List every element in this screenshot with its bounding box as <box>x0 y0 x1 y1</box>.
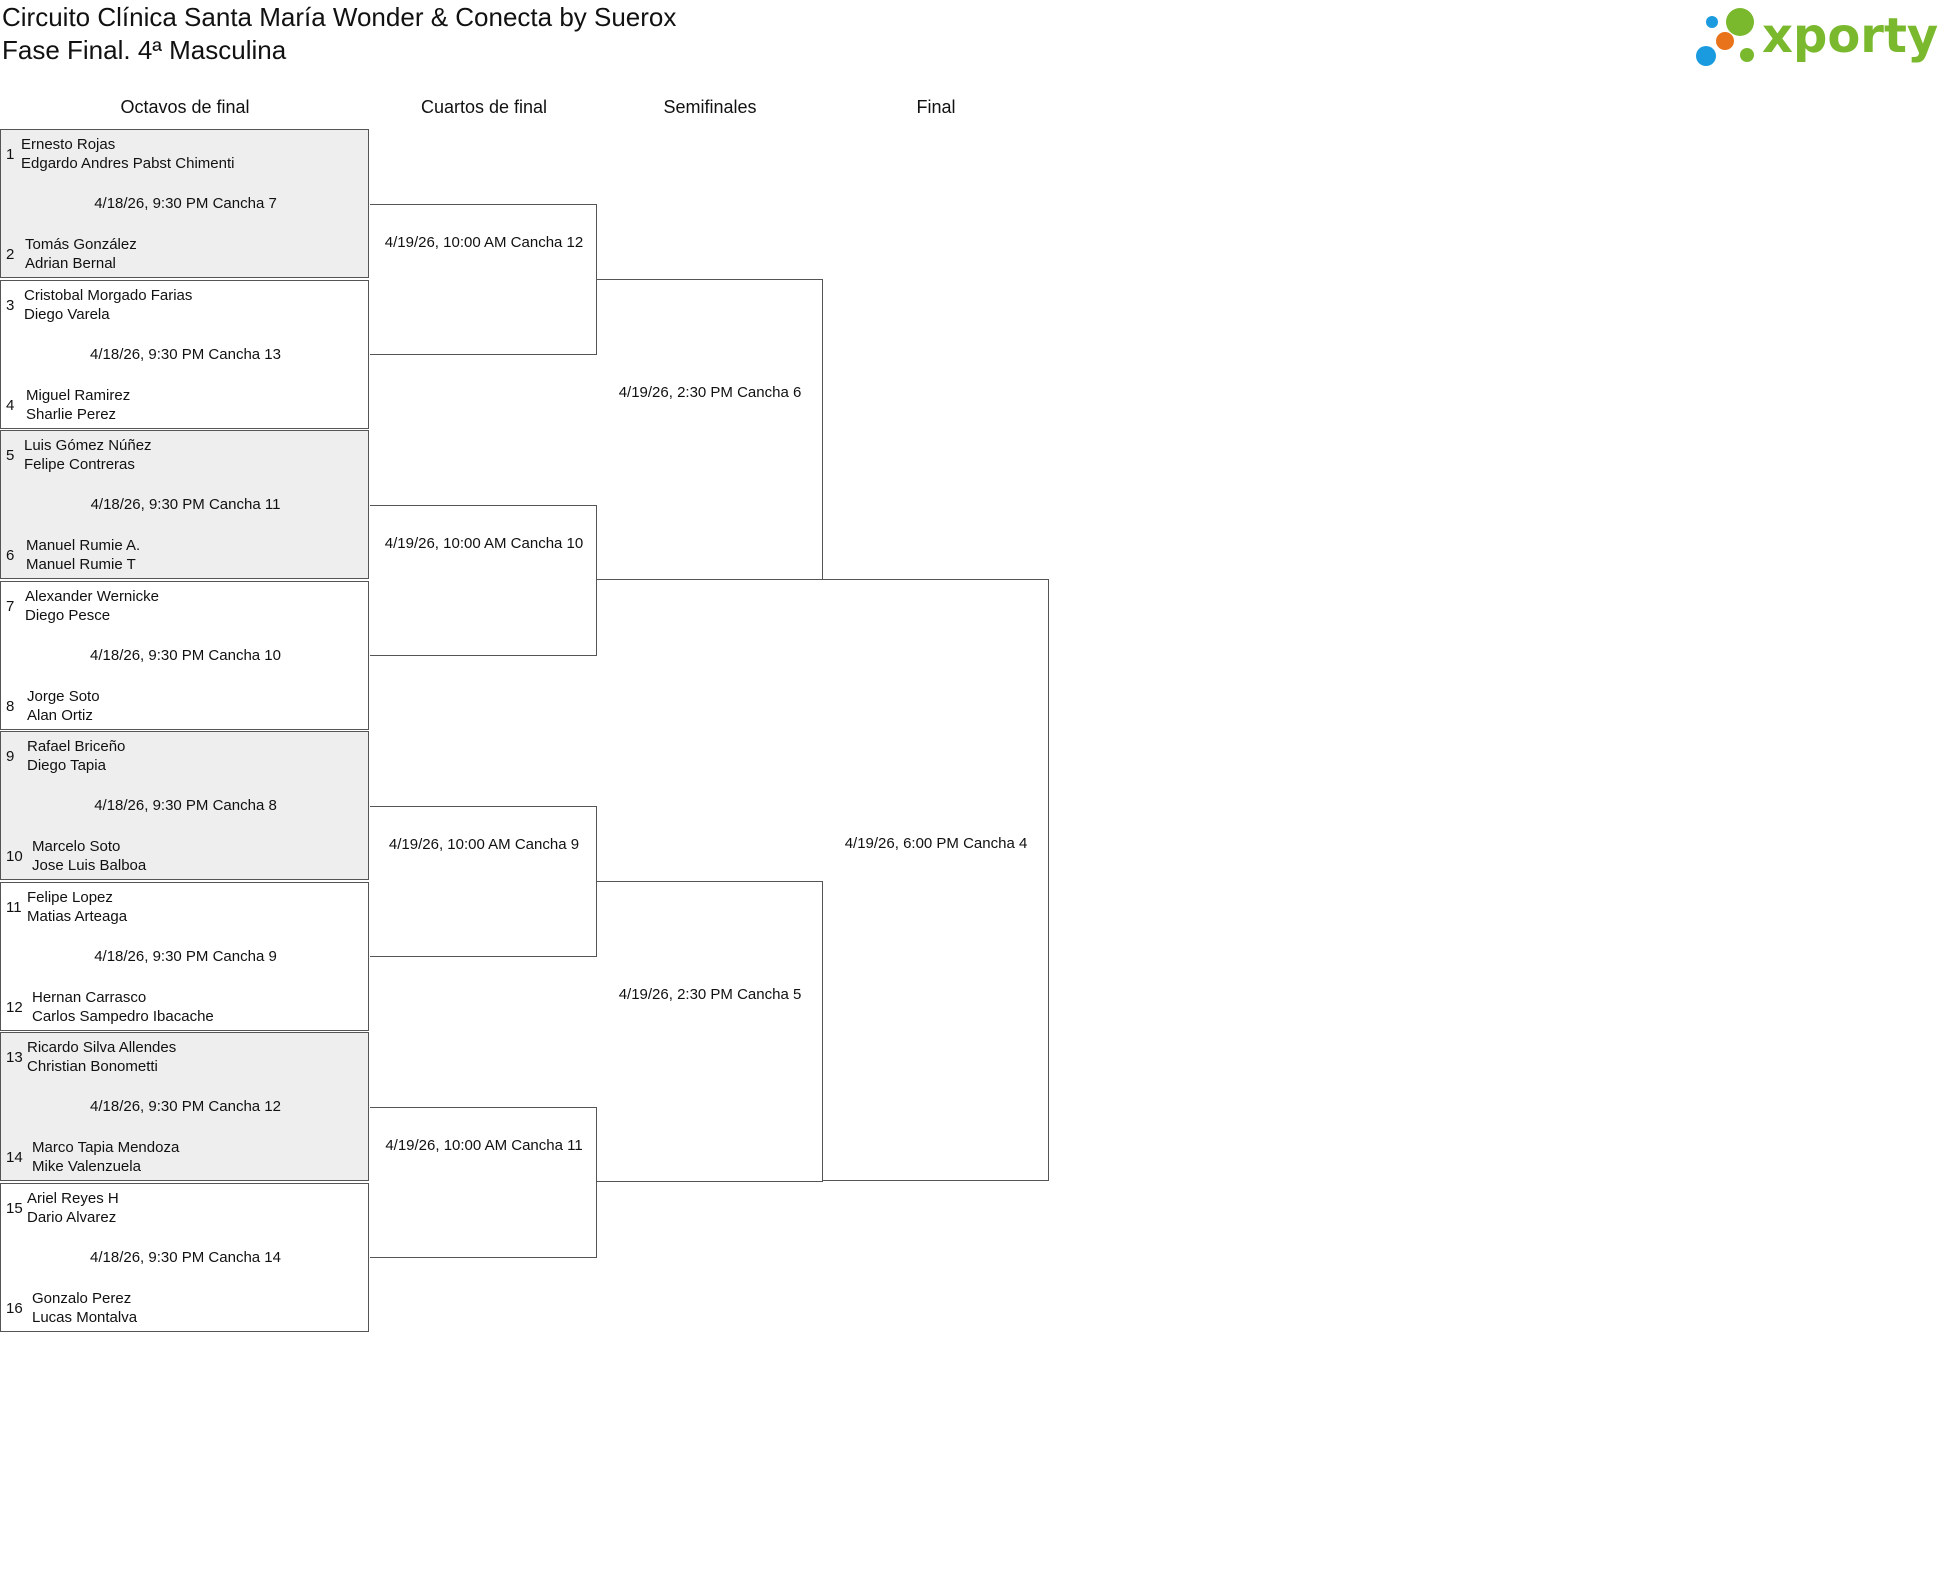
player-name[interactable]: Manuel Rumie T <box>26 556 136 573</box>
logo-wordmark: xporty <box>1762 8 1938 64</box>
seed-number: 3 <box>6 297 15 314</box>
player-name[interactable]: Jorge Soto <box>27 688 100 705</box>
player-name[interactable]: Alan Ortiz <box>27 707 93 724</box>
match-schedule-semis-2: 4/19/26, 2:30 PM Cancha 5 <box>618 986 802 1003</box>
match-schedule-cuartos-4: 4/19/26, 10:00 AM Cancha 11 <box>385 1137 583 1154</box>
seed-number: 7 <box>6 598 15 615</box>
match-schedule: 4/18/26, 9:30 PM Cancha 9 <box>94 948 277 965</box>
connector-cuartos-1[interactable] <box>370 204 597 355</box>
seed-number: 5 <box>6 447 15 464</box>
player-name[interactable]: Diego Pesce <box>25 607 111 624</box>
seed-number: 6 <box>6 547 15 564</box>
logo-dot-blue-small <box>1706 16 1718 28</box>
player-name[interactable]: Ariel Reyes H <box>27 1190 119 1207</box>
seed-number: 1 <box>6 146 15 163</box>
seed-number: 15 <box>6 1200 23 1217</box>
player-name[interactable]: Edgardo Andres Pabst Chimenti <box>21 155 235 172</box>
connector-semis-1[interactable] <box>596 279 823 580</box>
player-name[interactable]: Felipe Contreras <box>24 456 135 473</box>
player-name[interactable]: Christian Bonometti <box>27 1058 158 1075</box>
player-name[interactable]: Carlos Sampedro Ibacache <box>32 1008 214 1025</box>
player-name[interactable]: Luis Gómez Núñez <box>24 437 152 454</box>
seed-number: 10 <box>6 848 23 865</box>
player-name[interactable]: Rafael Briceño <box>27 738 126 755</box>
match-octavos-6[interactable] <box>0 882 369 1031</box>
player-name[interactable]: Ernesto Rojas <box>21 136 116 153</box>
connector-semis-2[interactable] <box>596 881 823 1182</box>
seed-number: 2 <box>6 246 15 263</box>
match-octavos-4[interactable] <box>0 581 369 730</box>
xporty-logo[interactable] <box>1690 4 1938 68</box>
match-schedule-cuartos-1: 4/19/26, 10:00 AM Cancha 12 <box>384 234 584 251</box>
player-name[interactable]: Dario Alvarez <box>27 1209 117 1226</box>
seed-number: 11 <box>6 899 22 916</box>
seed-number: 12 <box>6 999 23 1016</box>
match-schedule-cuartos-2: 4/19/26, 10:00 AM Cancha 10 <box>384 535 584 552</box>
player-name[interactable]: Diego Tapia <box>27 757 106 774</box>
match-schedule-cuartos-3: 4/19/26, 10:00 AM Cancha 9 <box>388 836 580 853</box>
round-label-octavos: Octavos de final <box>120 97 250 117</box>
match-octavos-2[interactable] <box>0 280 369 429</box>
player-name[interactable]: Felipe Lopez <box>27 889 113 906</box>
player-name[interactable]: Lucas Montalva <box>32 1309 138 1326</box>
match-schedule: 4/18/26, 9:30 PM Cancha 8 <box>94 797 277 814</box>
seed-number: 4 <box>6 397 15 414</box>
match-octavos-1[interactable] <box>0 129 369 278</box>
page-title-line1: Circuito Clínica Santa María Wonder & Conecta by Suerox <box>2 2 677 32</box>
match-octavos-8[interactable] <box>0 1183 369 1332</box>
player-name[interactable]: Gonzalo Perez <box>32 1290 132 1307</box>
logo-dot-orange <box>1716 32 1734 50</box>
match-schedule: 4/18/26, 9:30 PM Cancha 7 <box>94 195 277 212</box>
player-name[interactable]: Marco Tapia Mendoza <box>32 1139 180 1156</box>
player-name[interactable]: Mike Valenzuela <box>32 1158 141 1175</box>
seed-number: 14 <box>6 1149 23 1166</box>
seed-number: 16 <box>6 1300 23 1317</box>
match-schedule: 4/18/26, 9:30 PM Cancha 13 <box>90 346 281 363</box>
logo-dot-blue-large <box>1696 46 1716 66</box>
match-schedule: 4/18/26, 9:30 PM Cancha 12 <box>90 1098 281 1115</box>
player-name[interactable]: Matias Arteaga <box>27 908 128 925</box>
connector-cuartos-2[interactable] <box>370 505 597 656</box>
match-schedule-semis-1: 4/19/26, 2:30 PM Cancha 6 <box>618 384 802 401</box>
round-label-semifinales: Semifinales <box>663 97 757 117</box>
player-name[interactable]: Tomás González <box>25 236 137 253</box>
logo-dot-green-small <box>1740 48 1754 62</box>
seed-number: 8 <box>6 698 15 715</box>
round-label-cuartos: Cuartos de final <box>420 97 548 117</box>
match-schedule-final: 4/19/26, 6:00 PM Cancha 4 <box>844 835 1028 852</box>
page-title-line2: Fase Final. 4ª Masculina <box>2 35 287 65</box>
match-schedule: 4/18/26, 9:30 PM Cancha 14 <box>90 1249 281 1266</box>
player-name[interactable]: Cristobal Morgado Farias <box>24 287 193 304</box>
logo-dot-green-large <box>1726 8 1754 36</box>
match-schedule: 4/18/26, 9:30 PM Cancha 11 <box>90 496 281 513</box>
match-octavos-3[interactable] <box>0 430 369 579</box>
connector-final[interactable] <box>822 579 1049 1181</box>
player-name[interactable]: Marcelo Soto <box>32 838 121 855</box>
player-name[interactable]: Jose Luis Balboa <box>32 857 147 874</box>
player-name[interactable]: Diego Varela <box>24 306 110 323</box>
connector-cuartos-4[interactable] <box>370 1107 597 1258</box>
player-name[interactable]: Alexander Wernicke <box>25 588 159 605</box>
player-name[interactable]: Sharlie Perez <box>26 406 117 423</box>
match-octavos-7[interactable] <box>0 1032 369 1181</box>
player-name[interactable]: Hernan Carrasco <box>32 989 147 1006</box>
round-label-final: Final <box>916 97 956 117</box>
player-name[interactable]: Miguel Ramirez <box>26 387 131 404</box>
seed-number: 9 <box>6 748 15 765</box>
player-name[interactable]: Ricardo Silva Allendes <box>27 1039 177 1056</box>
player-name[interactable]: Adrian Bernal <box>25 255 116 272</box>
connector-cuartos-3[interactable] <box>370 806 597 957</box>
seed-number: 13 <box>6 1049 23 1066</box>
match-schedule: 4/18/26, 9:30 PM Cancha 10 <box>90 647 281 664</box>
match-octavos-5[interactable] <box>0 731 369 880</box>
player-name[interactable]: Manuel Rumie A. <box>26 537 141 554</box>
